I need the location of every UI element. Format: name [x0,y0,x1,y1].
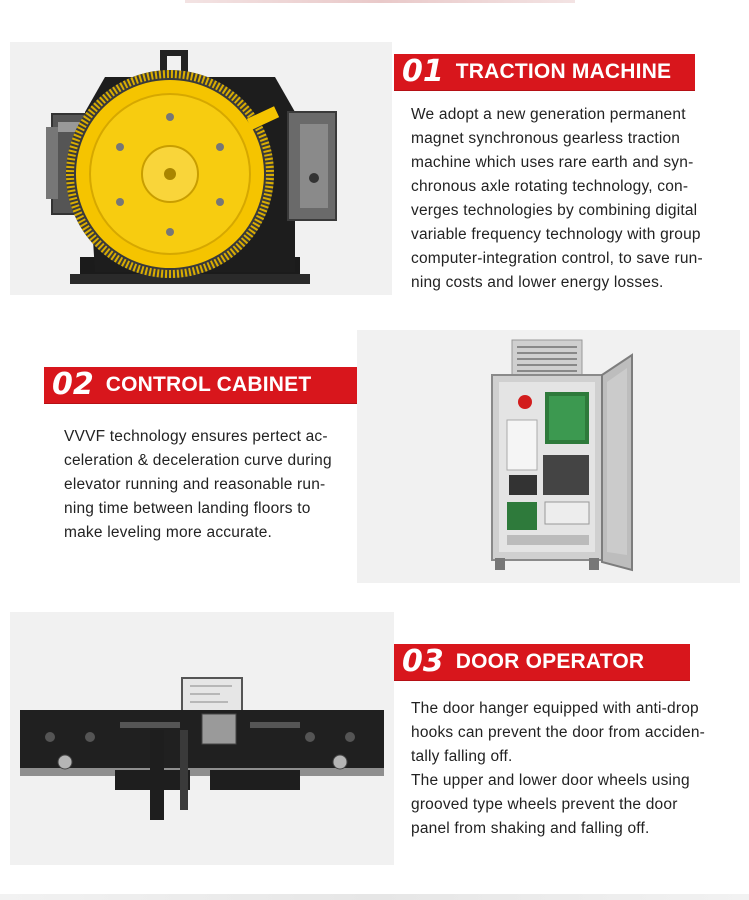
door-operator-panel [10,612,394,865]
desc-line: hooks can prevent the door from acciden- [411,724,706,741]
section-01-title: TRACTION MACHINE [455,60,672,83]
section-03-description [411,697,741,841]
desc-line: computer-integration control, to save run- [411,250,703,267]
section-01-banner [394,54,695,90]
door-operator-image [10,612,394,865]
desc-line: ning costs and lower energy losses. [411,274,664,291]
bottom-decor-strip [0,894,749,900]
desc-line: celeration & deceleration curve during [64,452,332,469]
desc-line: magnet synchronous gearless traction [411,130,681,147]
traction-machine-panel [10,42,392,295]
section-01-number: 01 [402,54,444,89]
section-02-description [64,425,354,545]
desc-line: The door hanger equipped with anti-drop [411,700,699,717]
section-02-number: 02 [52,367,94,402]
control-cabinet-image [357,330,740,583]
section-01-description [411,103,741,295]
desc-line: We adopt a new generation permanent [411,106,686,123]
desc-line: make leveling more accurate. [64,524,273,541]
section-02-title: CONTROL CABINET [105,373,312,396]
top-decor-strip [185,0,575,3]
desc-line: elevator running and reasonable run- [64,476,326,493]
desc-line: ning time between landing floors to [64,500,311,517]
desc-line: VVVF technology ensures pertect ac- [64,428,328,445]
desc-line: verges technologies by combining digital [411,202,698,219]
control-cabinet-panel [357,330,740,583]
traction-machine-image [10,42,392,295]
desc-line: tally falling off. [411,748,513,765]
section-03-banner [394,644,690,680]
desc-line: chronous axle rotating technology, con- [411,178,689,195]
desc-line: variable frequency technology with group [411,226,701,243]
desc-line: panel from shaking and falling off. [411,820,650,837]
section-02-banner [44,367,357,403]
desc-line: grooved type wheels prevent the door [411,796,678,813]
section-03-title: DOOR OPERATOR [455,650,645,673]
desc-line: machine which uses rare earth and syn- [411,154,694,171]
section-03-number: 03 [402,644,444,679]
desc-line: The upper and lower door wheels using [411,772,690,789]
